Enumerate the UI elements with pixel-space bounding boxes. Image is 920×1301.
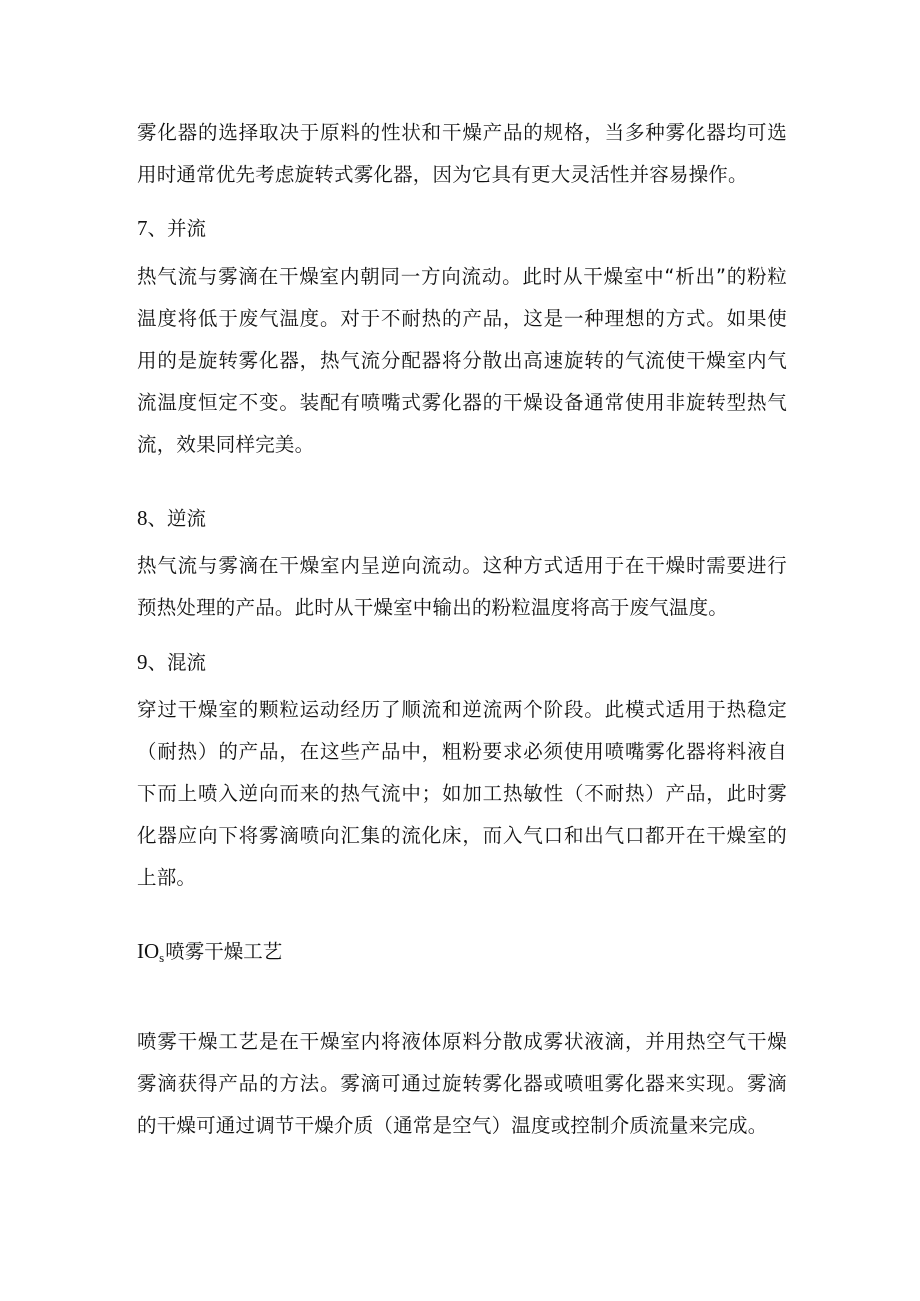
section-heading-9 — [137, 641, 206, 684]
section-separator: 、 — [147, 217, 168, 240]
section-number: 8 — [137, 506, 148, 530]
section-separator: 、 — [147, 651, 168, 674]
section-number: 9 — [137, 650, 148, 674]
section-title: 逆流 — [167, 507, 207, 530]
closing-paragraph: 喷雾干燥工艺是在干燥室内将液体原料分散成雾状液滴，并用热空气干燥雾滴获得产品的方法。雾滴可通过旋转雾化器或喷咀雾化器来实现。雾滴的干燥可通过调节干燥介质（通常是空气）温度或控制介质流量来完成。 — [137, 1030, 787, 1137]
chapter-title: 喷雾干燥工艺 — [165, 940, 283, 963]
section-number: 7 — [137, 216, 148, 240]
chapter-number: IO — [137, 939, 160, 963]
chapter-heading — [137, 930, 282, 979]
chapter-subscript: s — [159, 950, 165, 965]
section-title: 混流 — [167, 651, 207, 674]
intro-paragraph: 雾化器的选择取决于原料的性状和干燥产品的规格，当多种雾化器均可选用时通常优先考虑旋转式雾化器，因为它具有更大灵活性并容易操作。 — [137, 121, 787, 186]
section-heading-8 — [137, 497, 206, 540]
section-9-body: 穿过干燥室的颗粒运动经历了顺流和逆流两个阶段。此模式适用于热稳定（耐热）的产品，在这些产品中，粗粉要求必须使用喷嘴雾化器将料液自下而上喷入逆向而来的热气流中；如加工热敏性（不耐热）产品，此时雾化器应向下将雾滴喷向汇集的流化床，而入气口和出气口都开在干燥室的上部。 — [137, 698, 787, 889]
section-title: 并流 — [167, 217, 207, 240]
section-8-body: 热气流与雾滴在干燥室内呈逆向流动。这种方式适用于在干燥时需要进行预热处理的产品。此时从干燥室中输出的粉粒温度将高于废气温度。 — [137, 554, 787, 619]
section-heading-7 — [137, 207, 206, 250]
section-separator: 、 — [147, 507, 168, 530]
section-7-body: 热气流与雾滴在干燥室内朝同一方向流动。此时从干燥室中“析出”的粉粒温度将低于废气温度。对于不耐热的产品，这是一种理想的方式。如果使用的是旋转雾化器，热气流分配器将分散出高速旋转的气流使干燥室内气流温度恒定不变。装配有喷嘴式雾化器的干燥设备通常使用非旋转型热气流，效果同样完美。 — [137, 265, 787, 456]
